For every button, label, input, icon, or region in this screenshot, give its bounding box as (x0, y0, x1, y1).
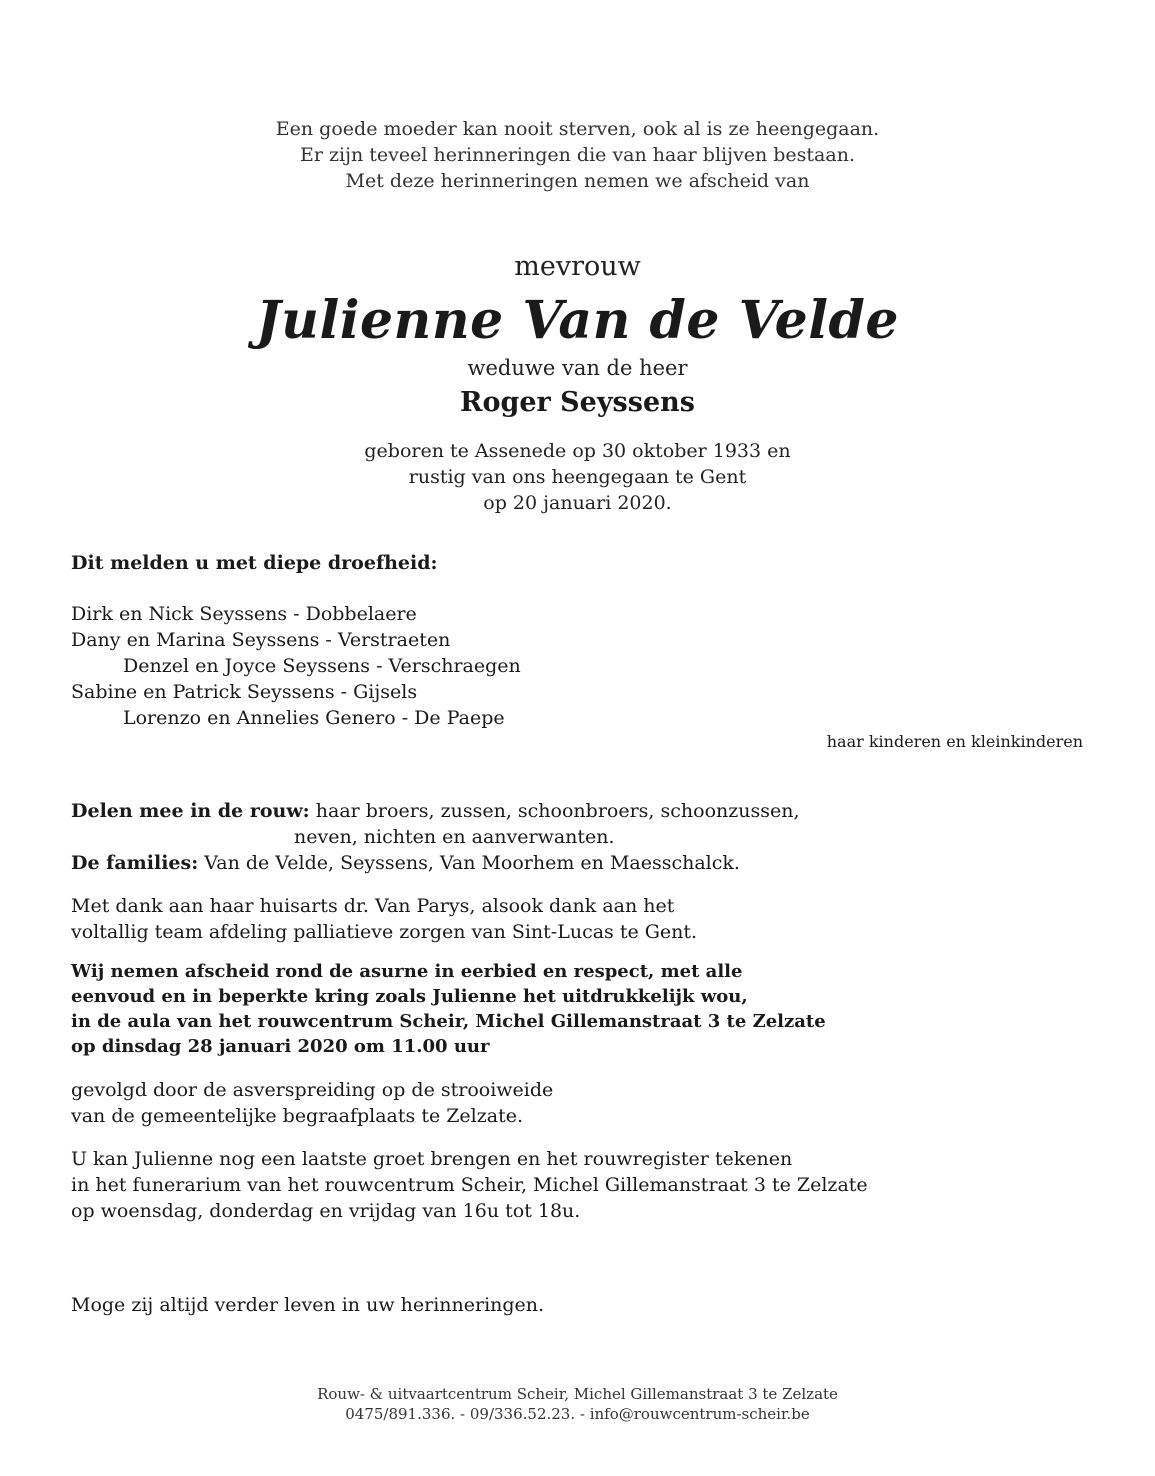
footer-address: Rouw- & uitvaartcentrum Scheir, Michel Gillemanstraat 3 te Zelzate (317, 1385, 838, 1403)
visitation-section (71, 1146, 868, 1224)
mourning-section (71, 798, 800, 876)
visitation-line: U kan Julienne nog een laatste groet brengen en het rouwregister tekenen (71, 1148, 793, 1170)
poem-line: Met deze herinneringen nemen we afscheid van (345, 170, 810, 192)
ceremony-line: eenvoud en in beperkte kring zoals Julienne het uitdrukkelijk wou, (71, 986, 748, 1007)
family-member: Dany en Marina Seyssens - Verstraeten (71, 629, 451, 651)
footer-contact: 0475/891.336. - 09/336.52.23. - info@rouwcentrum-scheir.be (345, 1405, 810, 1423)
widow-of-label: weduwe van de heer (467, 356, 688, 380)
ceremony-section (71, 959, 826, 1059)
thanks-line: Met dank aan haar huisarts dr. Van Parys, alsook dank aan het (71, 895, 675, 917)
families-names: Van de Velde, Seyssens, Van Moorhem en Maesschalck. (204, 852, 740, 874)
birth-death-line: op 20 januari 2020. (483, 492, 672, 514)
birth-death-line: rustig van ons heengegaan te Gent (408, 466, 747, 488)
closing-line: Moge zij altijd verder leven in uw herinneringen. (71, 1294, 545, 1316)
thanks-section (71, 893, 697, 945)
mourning-line (71, 798, 800, 824)
ceremony-line: op dinsdag 28 januari 2020 om 11.00 uur (71, 1036, 490, 1057)
family-list (71, 601, 521, 731)
family-member: Lorenzo en Annelies Genero - De Paepe (123, 707, 505, 729)
birth-death-line: geboren te Assenede op 30 oktober 1933 en (364, 440, 791, 462)
families-line (71, 850, 800, 876)
scattering-line: van de gemeentelijke begraafplaats te Zelzate. (71, 1105, 524, 1127)
poem-line: Er zijn teveel herinneringen die van haar blijven bestaan. (300, 144, 855, 166)
mourning-relatives: haar broers, zussen, schoonbroers, schoonzussen, (315, 800, 800, 822)
visitation-line: op woensdag, donderdag en vrijdag van 16u tot 18u. (71, 1200, 581, 1222)
opening-poem (0, 116, 1155, 194)
mourning-relatives-cont: neven, nichten en aanverwanten. (294, 826, 615, 848)
ceremony-line: Wij nemen afscheid rond de asurne in eerbied en respect, met alle (71, 961, 743, 982)
funeral-home-footer (0, 1384, 1155, 1424)
ceremony-line: in de aula van het rouwcentrum Scheir, Michel Gillemanstraat 3 te Zelzate (71, 1011, 826, 1032)
deceased-name: Julienne Van de Velde (256, 290, 899, 351)
family-member: Sabine en Patrick Seyssens - Gijsels (71, 681, 418, 703)
visitation-line: in het funerarium van het rouwcentrum Scheir, Michel Gillemanstraat 3 te Zelzate (71, 1174, 868, 1196)
scattering-section (71, 1077, 553, 1129)
salutation: mevrouw (514, 251, 641, 282)
thanks-line: voltallig team afdeling palliatieve zorgen van Sint-Lucas te Gent. (71, 921, 698, 943)
poem-line: Een goede moeder kan nooit sterven, ook al is ze heengegaan. (275, 118, 880, 140)
husband-name: Roger Seyssens (460, 387, 695, 418)
families-label: De families: (71, 852, 199, 874)
birth-death-info (0, 438, 1155, 516)
mourning-label: Delen mee in de rouw: (71, 800, 310, 822)
scattering-line: gevolgd door de asverspreiding op de strooiweide (71, 1079, 554, 1101)
announcement-heading: Dit melden u met diepe droefheid: (71, 552, 438, 574)
family-member: Dirk en Nick Seyssens - Dobbelaere (71, 603, 417, 625)
family-relation: haar kinderen en kleinkinderen (826, 732, 1083, 751)
family-member: Denzel en Joyce Seyssens - Verschraegen (123, 655, 521, 677)
